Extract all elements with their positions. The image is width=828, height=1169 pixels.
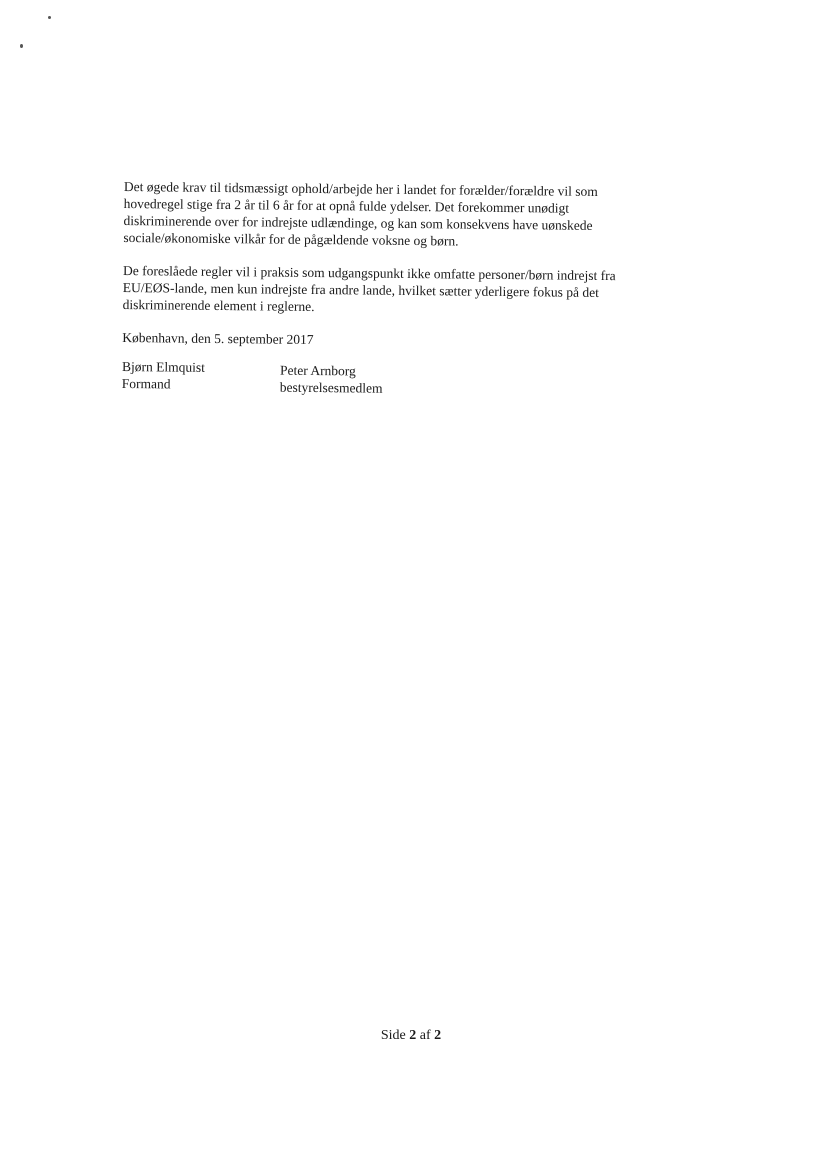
paragraph-line: sociale/økonomiske vilkår for de pågældende voksne og børn. — [123, 229, 459, 249]
signature-block — [122, 358, 662, 404]
paragraph-line: EU/EØS-lande, men kun indrejste fra andre lande, hvilket sætter yderligere fokus på det — [122, 279, 600, 300]
letter-body — [122, 178, 664, 404]
page-number — [381, 1027, 441, 1045]
signatory-title: bestyrelsesmedlem — [279, 379, 383, 396]
signatory-title: Formand — [121, 375, 171, 392]
of-label: af — [419, 1028, 431, 1043]
paragraph-line: diskriminerende over for indrejste udlændinge, og kan som konsekvens have uønskede — [123, 212, 593, 233]
paragraph-2 — [123, 262, 664, 319]
signatory-name: Peter Arnborg — [279, 362, 356, 379]
signature-right — [280, 362, 383, 397]
paragraph-line: De foreslåede regler vil i praksis som udgangspunkt ikke omfatte personer/børn indrejst fra — [122, 262, 616, 284]
scan-speck — [48, 16, 51, 19]
current-page: 2 — [409, 1028, 417, 1043]
paragraph-line: diskriminerende element i reglerne. — [122, 296, 315, 315]
paragraph-1 — [123, 178, 664, 252]
dateline: København, den 5. september 2017 — [122, 329, 314, 347]
total-pages: 2 — [434, 1028, 442, 1043]
signatory-name: Bjørn Elmquist — [121, 358, 205, 375]
paragraph-line: Det øgede krav til tidsmæssigt ophold/arbejde her i landet for forælder/forældre vil som — [123, 178, 598, 199]
paragraph-line: hovedregel stige fra 2 år til 6 år for at opnå fulde ydelser. Det forekommer unødigt — [123, 195, 570, 216]
scan-speck — [20, 44, 23, 48]
side-label: Side — [380, 1028, 406, 1043]
signature-left — [122, 358, 205, 393]
page-footer — [0, 1027, 828, 1045]
